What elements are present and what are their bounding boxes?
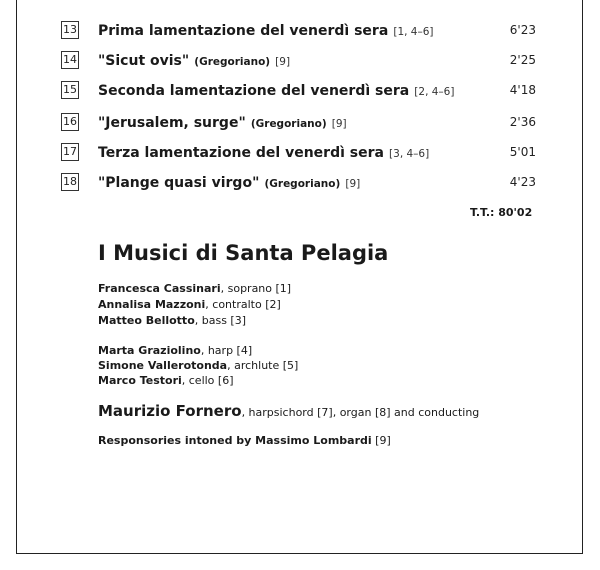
track-number: 16 xyxy=(61,113,79,131)
performer-role: , archlute [5] xyxy=(227,359,299,372)
performer-role: , contralto [2] xyxy=(205,298,281,311)
performer-role: , harp [4] xyxy=(200,344,253,357)
track-row xyxy=(61,112,536,132)
track-title-line xyxy=(98,20,434,42)
track-duration: 5'01 xyxy=(509,145,536,159)
track-number: 17 xyxy=(61,143,79,161)
track-row xyxy=(61,172,536,192)
performer-line xyxy=(98,297,281,313)
performer-name: Marco Testori xyxy=(98,374,182,387)
performer-line xyxy=(98,358,298,374)
track-ref: [3, 4–6] xyxy=(389,148,430,160)
track-title-line xyxy=(98,50,290,72)
track-title: "Jerusalem, surge" xyxy=(98,115,246,131)
track-ref: [9] xyxy=(345,178,361,190)
performer-role: , soprano [1] xyxy=(220,282,292,295)
track-ref: [9] xyxy=(275,56,291,68)
track-duration: 2'36 xyxy=(509,115,536,129)
performer-line xyxy=(98,373,234,389)
track-subtitle: (Gregoriano) xyxy=(250,118,327,130)
track-number: 13 xyxy=(61,21,79,39)
responsories-ref: [9] xyxy=(371,434,391,447)
track-ref: [2, 4–6] xyxy=(414,86,455,98)
total-time: T.T.: 80'02 xyxy=(470,206,533,219)
track-title-line xyxy=(98,80,454,102)
director-line xyxy=(98,401,479,420)
track-ref: [9] xyxy=(331,118,347,130)
track-title: "Plange quasi virgo" xyxy=(98,175,260,191)
performer-role: , cello [6] xyxy=(181,374,234,387)
track-subtitle: (Gregoriano) xyxy=(264,178,341,190)
track-duration: 4'18 xyxy=(509,83,536,97)
track-title-line xyxy=(98,142,429,164)
track-ref: [1, 4–6] xyxy=(393,26,434,38)
director-name: Maurizio Fornero xyxy=(98,402,242,420)
ensemble-name: I Musici di Santa Pelagia xyxy=(98,241,389,265)
track-duration: 4'23 xyxy=(509,175,536,189)
track-title-line xyxy=(98,172,360,194)
track-subtitle: (Gregoriano) xyxy=(194,56,271,68)
track-duration: 6'23 xyxy=(509,23,536,37)
track-duration: 2'25 xyxy=(509,53,536,67)
track-row xyxy=(61,50,536,70)
performer-name: Matteo Bellotto xyxy=(98,314,195,327)
track-number: 14 xyxy=(61,51,79,69)
director-role: , harpsichord [7], organ [8] and conducting xyxy=(241,406,480,419)
track-title: Seconda lamentazione del venerdì sera xyxy=(98,83,410,99)
performer-line xyxy=(98,281,291,297)
track-row xyxy=(61,142,536,162)
track-title: Prima lamentazione del venerdì sera xyxy=(98,23,389,39)
responsories-text: Responsories intoned by Massimo Lombardi xyxy=(98,434,372,447)
performer-name: Marta Graziolino xyxy=(98,344,201,357)
performer-name: Francesca Cassinari xyxy=(98,282,221,295)
track-number: 18 xyxy=(61,173,79,191)
performer-role: , bass [3] xyxy=(194,314,247,327)
track-title: Terza lamentazione del venerdì sera xyxy=(98,145,384,161)
performer-name: Simone Vallerotonda xyxy=(98,359,228,372)
track-title-line xyxy=(98,112,347,134)
performer-name: Annalisa Mazzoni xyxy=(98,298,206,311)
track-title: "Sicut ovis" xyxy=(98,53,190,69)
track-row xyxy=(61,20,536,40)
responsories-line xyxy=(98,434,391,447)
track-row xyxy=(61,80,536,100)
performer-line xyxy=(98,343,252,359)
performer-line xyxy=(98,313,246,329)
track-number: 15 xyxy=(61,81,79,99)
